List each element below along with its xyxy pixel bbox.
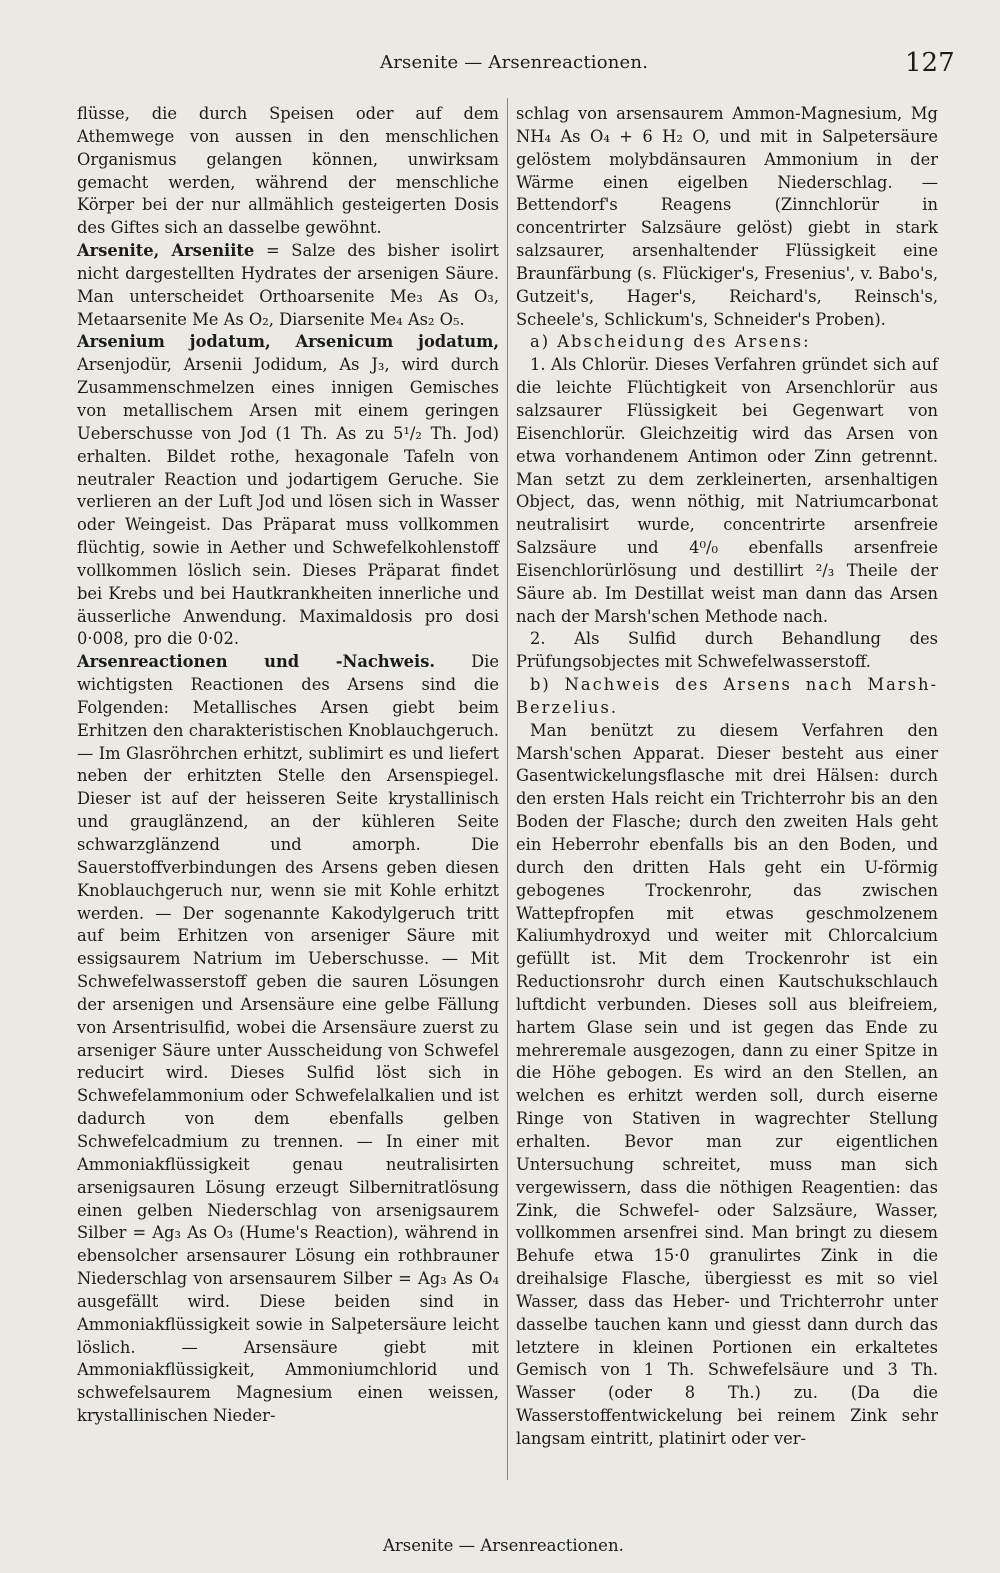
entry-text: = Salze des bisher isolirt nicht dargestellten Hydrates der arsenigen Säure. Man unterscheidet Orthoarsenite Me₃ As O₃, Metaarsenite Me As O₂, Diarsenite Me₄ As₂ O₅. (77, 241, 499, 329)
left-column (77, 103, 499, 1428)
paragraph-chlorur: 1. Als Chlorür. Dieses Verfahren gründet sich auf die leichte Flüchtigkeit von Arsenchlorür aus salzsaurer Flüssigkeit bei Gegenwart von Eisenchlorür. Gleichzeitig wird das Arsen von etwa vorhandenem Antimon oder Zinn getrennt. Man setzt zu dem zerkleinerten, arsenhaltigen Object, das, wenn nöthig, mit Natriumcarbonat neutralisirt wurde, concentrirte arsenfreie Salzsäure und 4⁰/₀ ebenfalls arsenfreie Eisenchlorürlösung und destillirt ²/₃ Theile der Säure ab. Im Destillat weist man dann das Arsen nach der Marsh'schen Methode nach. (516, 355, 938, 626)
entry-text: Die wichtigsten Reactionen des Arsens sind die Folgenden: Metallisches Arsen giebt beim Erhitzen den charakteristischen Knoblauchgeruch. — Im Glasröhrchen erhitzt, sublimirt es und liefert neben der erhitzten Stelle den Arsenspiegel. Dieser ist auf der heisseren Seite krystallinisch und grauglänzend, an der kühleren Seite schwarzglänzend und amorph. Die Sauerstoffverbindungen des Arsens geben diesen Knoblauchgeruch nur, wenn sie mit Kohle erhitzt werden. — Der sogenannte Kakodylgeruch tritt auf beim Erhitzen von arseniger Säure mit essigsaurem Natrium im Ueberschusse. — Mit Schwefelwasserstoff geben die sauren Lösungen der arsenigen und Arsensäure eine gelbe Fällung von Arsentrisulfid, wobei die Arsensäure zuerst zu arseniger Säure unter Ausscheidung von Schwefel reducirt wird. Dieses Sulfid löst sich in Schwefelammonium oder Schwefelalkalien und ist dadurch von dem ebenfalls gelben Schwefelcadmium zu trennen. — In einer mit Ammoniakflüssigkeit genau neutralisirten arsenigsauren Lösung erzeugt Silbernitratlösung einen gelben Niederschlag von arsenigsaurem Silber = Ag₃ As O₃ (Hume's Reaction), während in ebensolcher arsensaurer Lösung ein rothbrauner Niederschlag von arsensaurem Silber = Ag₃ As O₄ ausgefällt wird. Diese beiden sind in Ammoniakflüssigkeit sowie in Salpetersäure leicht löslich. — Arsensäure giebt mit Ammoniakflüssigkeit, Ammoniumchlorid und schwefelsaurem Magnesium einen weissen, krystallinischen Nieder- (77, 652, 499, 1426)
page-number: 127 (905, 48, 955, 78)
right-column (516, 103, 938, 1451)
subheading-abscheidung: a) Abscheidung des Arsens: (530, 332, 811, 352)
running-title: Arsenite — Arsenreactionen. (380, 52, 649, 73)
paragraph-sulfid: 2. Als Sulfid durch Behandlung des Prüfungsobjectes mit Schwefelwasserstoff. (516, 629, 938, 672)
footer-title: Arsenite — Arsenreactionen. (383, 1536, 624, 1555)
paragraph-arsenite (77, 240, 499, 331)
paragraph-arsenium-jodatum (77, 331, 499, 651)
entry-heading: Arsenite, Arseniite (77, 241, 255, 261)
subheading-nachweis: b) Nachweis des Arsens nach Marsh-Berzelius. (516, 675, 938, 717)
paragraph-arsenreactionen (77, 651, 499, 1428)
paragraph: flüsse, die durch Speisen oder auf dem Athemwege von aussen in den menschlichen Organismus gelangen können, unwirksam gemacht werden, während der menschliche Körper bei der nur allmählich gesteigerten Dosis des Giftes sich an dasselbe gewöhnt. (77, 104, 499, 238)
paragraph-marsh-apparat: Man benützt zu diesem Verfahren den Marsh'schen Apparat. Dieser besteht aus einer Gasentwickelungsflasche mit drei Hälsen: durch den ersten Hals reicht ein Trichterrohr bis an den Boden der Flasche; durch den zweiten Hals geht ein Heberrohr ebenfalls bis an den Boden, und durch den dritten Hals geht ein U-förmig gebogenes Trockenrohr, das zwischen Wattepfropfen mit etwas geschmolzenem Kaliumhydroxyd und weiter mit Chlorcalcium gefüllt ist. Mit dem Trockenrohr ist ein Reductionsrohr durch einen Kautschukschlauch luftdicht verbunden. Dieses soll aus bleifreiem, hartem Glase sein und ist gegen das Ende zu mehreremale ausgezogen, dann zu einer Spitze in die Höhe gebogen. Es wird an den Stellen, an welchen es erhitzt werden soll, durch eiserne Ringe von Stativen in wagrechter Stellung erhalten. Bevor man zur eigentlichen Untersuchung schreitet, muss man sich vergewissern, dass die nöthigen Reagentien: das Zink, die Schwefel- oder Salzsäure, Wasser, vollkommen arsenfrei sind. Man bringt zu diesem Behufe etwa 15·0 granulirtes Zink in die dreihalsige Flasche, übergiesst es mit so viel Wasser, dass das Heber- und Trichterrohr unter dasselbe tauchen kann und giesst dann durch das letztere in kleinen Portionen ein erkaltetes Gemisch von 1 Th. Schwefelsäure und 3 Th. Wasser (oder 8 Th.) zu. (Da die Wasserstoffentwickelung bei reinem Zink sehr langsam eintritt, platinirt oder ver- (516, 720, 938, 1448)
entry-heading: Arsenium jodatum, Arsenicum jodatum, (77, 332, 499, 352)
entry-heading: Arsenreactionen und -Nachweis. (77, 652, 436, 672)
column-divider (507, 98, 508, 1480)
paragraph: schlag von arsensaurem Ammon-Magnesium, Mg NH₄ As O₄ + 6 H₂ O, und mit in Salpetersäure gelöstem molybdänsauren Ammonium in der Wärme einen eigelben Niederschlag. — Bettendorf's Reagens (Zinnchlorür in concentrirter Salzsäure gelöst) giebt in stark salzsaurer, arsenhaltender Flüssigkeit eine Braunfärbung (s. Flückiger's, Fresenius', v. Babo's, Gutzeit's, Hager's, Reichard's, Reinsch's, Scheele's, Schlickum's, Schneider's Proben). (516, 104, 938, 329)
entry-text: Arsenjodür, Arsenii Jodidum, As J₃, wird durch Zusammenschmelzen eines innigen Gemisches von metallischem Arsen mit einem geringen Ueberschusse von Jod (1 Th. As zu 5¹/₂ Th. Jod) erhalten. Bildet rothe, hexagonale Tafeln von neutraler Reaction und jodartigem Geruche. Sie verlieren an der Luft Jod und lösen sich in Wasser oder Weingeist. Das Präparat muss vollkommen flüchtig, sowie in Aether und Schwefelkohlenstoff vollkommen löslich sein. Dieses Präparat findet bei Krebs und bei Hautkrankheiten innerliche und äusserliche Anwendung. Maximaldosis pro dosi 0·008, pro die 0·02. (77, 355, 499, 649)
